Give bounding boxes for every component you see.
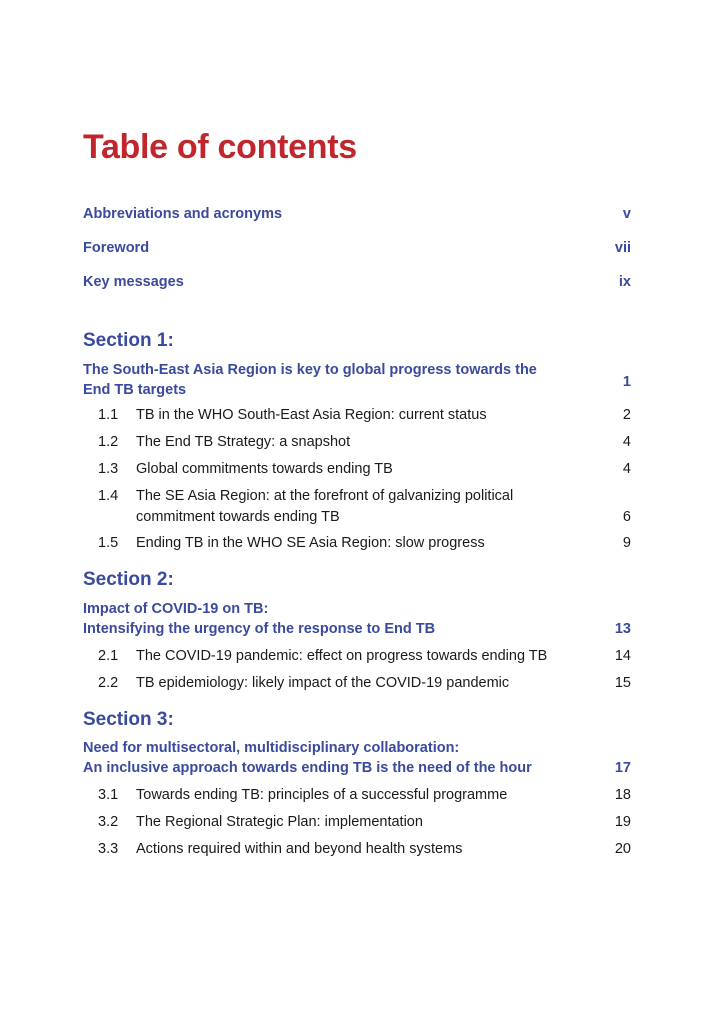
subentry-text: Actions required within and beyond health systems bbox=[136, 841, 463, 857]
subentry-page: 4 bbox=[622, 434, 631, 450]
subentry-text: TB in the WHO South-East Asia Region: current status bbox=[136, 407, 487, 423]
toc-entry-label: Foreword bbox=[83, 240, 150, 256]
subentry-text: The Regional Strategic Plan: implementation bbox=[136, 814, 423, 830]
subentry-text: The SE Asia Region: at the forefront of galvanizing political commitment towards ending TB bbox=[136, 488, 514, 525]
section-title-line: Impact of COVID-19 on TB: bbox=[83, 601, 269, 617]
section-title-line: End TB targets bbox=[83, 381, 187, 398]
subentry-text: Global commitments towards ending TB bbox=[136, 461, 393, 477]
subentry-text: Ending TB in the WHO SE Asia Region: slow progress bbox=[136, 535, 485, 551]
subentry-text: The COVID-19 pandemic: effect on progress towards ending TB bbox=[136, 648, 548, 664]
toc-subentry[interactable] bbox=[83, 785, 631, 806]
subentry-text: TB epidemiology: likely impact of the COVID-19 pandemic bbox=[136, 675, 510, 691]
toc-subentry[interactable] bbox=[83, 839, 631, 860]
toc-subentry[interactable] bbox=[83, 812, 631, 833]
toc-subentry[interactable] bbox=[83, 486, 631, 528]
subentry-page: 4 bbox=[622, 461, 631, 477]
subentry-page: 15 bbox=[614, 675, 631, 691]
subentry-number: 1.2 bbox=[98, 434, 119, 450]
toc-entry-abbreviations[interactable] bbox=[83, 204, 631, 224]
subentry-page: 20 bbox=[614, 841, 631, 857]
page-title: Table of contents bbox=[83, 128, 357, 166]
toc-entry-page: vii bbox=[614, 240, 631, 256]
subentry-text: The End TB Strategy: a snapshot bbox=[136, 434, 351, 450]
toc-entry-page: ix bbox=[618, 274, 631, 290]
subentry-text: Towards ending TB: principles of a successful programme bbox=[136, 787, 508, 803]
toc-entry-key-messages[interactable] bbox=[83, 272, 631, 292]
section-title-entry[interactable] bbox=[83, 600, 631, 639]
subentry-number: 1.1 bbox=[98, 407, 119, 423]
subentry-page: 2 bbox=[622, 407, 631, 423]
toc-entry-label: Abbreviations and acronyms bbox=[83, 206, 283, 222]
section-page: 1 bbox=[622, 374, 631, 390]
subentry-page: 6 bbox=[622, 509, 631, 525]
toc-entry-label: Key messages bbox=[83, 274, 184, 290]
subentry-page: 14 bbox=[614, 648, 631, 664]
toc-subentry[interactable] bbox=[83, 459, 631, 480]
toc-subentry[interactable] bbox=[83, 432, 631, 453]
toc-subentry[interactable] bbox=[83, 646, 631, 667]
section-heading: Section 3: bbox=[83, 709, 174, 730]
subentry-number: 1.3 bbox=[98, 461, 119, 477]
section-title-line: Intensifying the urgency of the response to End TB bbox=[83, 620, 436, 637]
section-page: 17 bbox=[614, 759, 631, 776]
section-heading: Section 1: bbox=[83, 330, 174, 351]
section-title-line: An inclusive approach towards ending TB is the need of the hour bbox=[83, 759, 532, 776]
subentry-number: 2.2 bbox=[98, 675, 119, 691]
subentry-page: 19 bbox=[614, 814, 631, 830]
section-title-entry[interactable] bbox=[83, 361, 631, 400]
subentry-number: 3.3 bbox=[98, 841, 119, 857]
section-heading: Section 2: bbox=[83, 569, 174, 590]
section-title-line: Need for multisectoral, multidisciplinary collaboration: bbox=[83, 740, 460, 756]
section-title-entry[interactable] bbox=[83, 739, 631, 778]
subentry-page: 18 bbox=[614, 787, 631, 803]
subentry-number: 2.1 bbox=[98, 648, 119, 664]
section-title-line: The South-East Asia Region is key to global progress towards the bbox=[83, 362, 537, 378]
section-page: 13 bbox=[614, 620, 631, 637]
subentry-page: 9 bbox=[622, 535, 631, 551]
toc-subentry[interactable] bbox=[83, 533, 631, 554]
toc-subentry[interactable] bbox=[83, 673, 631, 694]
subentry-number: 1.5 bbox=[98, 535, 119, 551]
toc-subentry[interactable] bbox=[83, 405, 631, 426]
toc-entry-page: v bbox=[622, 206, 631, 222]
subentry-number: 3.1 bbox=[98, 787, 119, 803]
toc-entry-foreword[interactable] bbox=[83, 238, 631, 258]
subentry-number: 3.2 bbox=[98, 814, 119, 830]
subentry-number: 1.4 bbox=[98, 488, 119, 504]
